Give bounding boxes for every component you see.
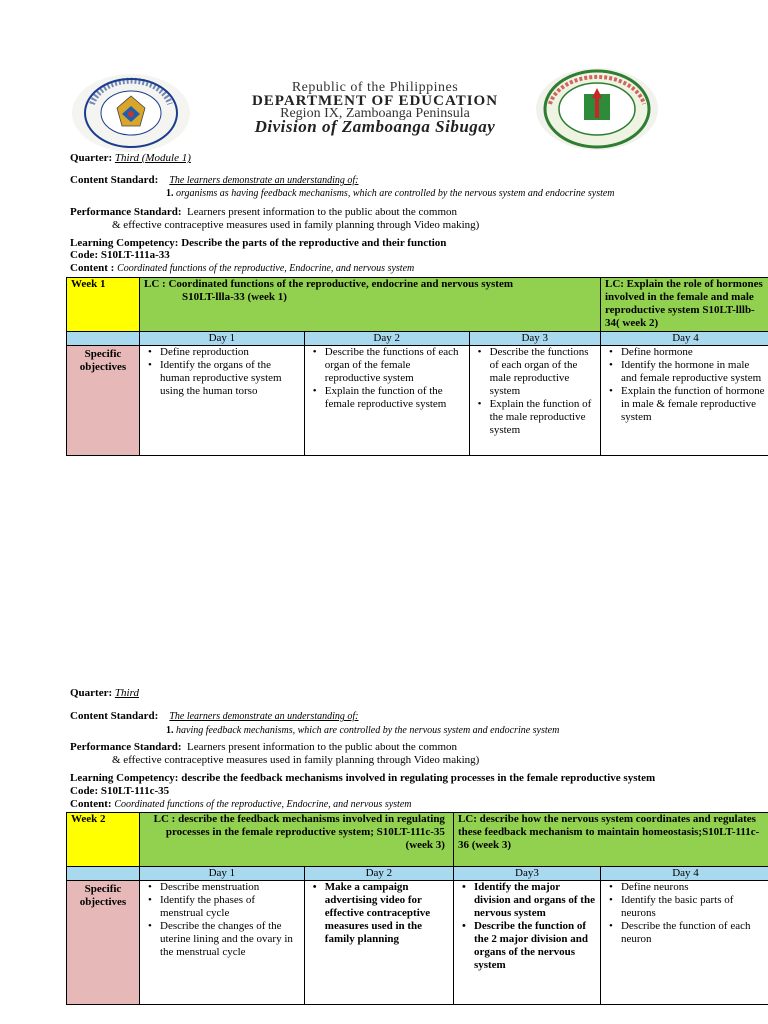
- objective-item: • Define hormone: [621, 346, 766, 359]
- competency-code: Code: S10LT-111a-33: [70, 249, 170, 261]
- header-republic: Republic of the Philippines: [291, 80, 459, 95]
- item-text: having feedback mechanisms, which are controlled by the nervous system and endocrine system: [173, 725, 560, 736]
- week-label: Week 1: [67, 278, 140, 332]
- specific-objectives-label: Specific objectives: [67, 346, 140, 456]
- objective-item: • Explain the function of the female reproductive system: [325, 385, 465, 411]
- objective-item: • Identify the organs of the human reproductive system using the human torso: [160, 359, 300, 398]
- quarter-value: Third (Module 1): [114, 152, 191, 164]
- header-division: Division of Zamboanga Sibugay: [254, 117, 496, 136]
- specific-objectives-label: Specific objectives: [67, 881, 140, 1005]
- objective-item: • Describe the functions of each organ of the female reproductive system: [325, 346, 465, 385]
- quarter-label: Quarter:: [70, 152, 113, 164]
- quarter-label: Quarter:: [70, 687, 113, 699]
- objective-item: • Define neurons: [621, 881, 766, 894]
- lc-text: LC : Coordinated functions of the reproductive, endocrine and nervous system: [144, 278, 514, 290]
- competency-code: Code: S10LT-111c-35: [70, 785, 170, 797]
- day-header: Day 4: [600, 867, 768, 881]
- objective-item: • Describe the changes of the uterine lining and the ovary in the menstrual cycle: [160, 920, 300, 959]
- content-value: Coordinated functions of the reproductive, Endocrine, and nervous system: [117, 263, 415, 274]
- performance-label: Performance Standard:: [70, 206, 182, 218]
- day-header: Day 2: [304, 332, 469, 346]
- content-value: Coordinated functions of the reproductive, Endocrine, and nervous system: [114, 799, 412, 810]
- content-standard-line: [70, 710, 358, 723]
- day-header: Day3: [453, 867, 600, 881]
- week-label: Week 2: [67, 813, 140, 867]
- objective-item: • Identify the phases of menstrual cycle: [160, 894, 300, 920]
- objectives-day4: [600, 881, 768, 1005]
- day-header: Day 4: [600, 332, 768, 346]
- performance-standard-line: [70, 741, 457, 754]
- objective-item: • Define reproduction: [160, 346, 300, 359]
- day-header: Day 2: [304, 867, 453, 881]
- objective-item: • Explain the function of the male reproductive system: [490, 398, 596, 437]
- objective-item: • Describe menstruation: [160, 881, 300, 894]
- content-standard-item: [166, 724, 559, 737]
- performance-text: Learners present information to the public about the common: [187, 206, 458, 218]
- objective-item: • Identify the major division and organs of the nervous system: [474, 881, 596, 920]
- content-standard-intro: The learners demonstrate an understanding of:: [169, 175, 359, 186]
- lc-cell-2: LC: Explain the role of hormones involved in the female and male reproductive system S10LT-lllb-34( week 2): [600, 278, 768, 332]
- item-number: 1.: [166, 188, 174, 199]
- objectives-day2: [304, 881, 453, 1005]
- quarter-line: [70, 687, 139, 700]
- objectives-day1: [140, 881, 305, 1005]
- learning-competency: Learning Competency: describe the feedback mechanisms involved in regulating processes in the female reproductive system: [70, 772, 656, 784]
- objective-item: • Identify the basic parts of neurons: [621, 894, 766, 920]
- performance-text-2: & effective contraceptive measures used in family planning through Video making): [112, 219, 480, 231]
- objectives-day3: [453, 881, 600, 1005]
- content-line: [70, 798, 412, 811]
- quarter-value: Third: [114, 687, 139, 699]
- objective-item: • Explain the function of hormone in male & female reproductive system: [621, 385, 766, 424]
- content-standard-intro: The learners demonstrate an understanding of:: [169, 711, 359, 722]
- objective-item: • Describe the function of the 2 major division and organs of the nervous system: [474, 920, 596, 972]
- lc-cell-1: LC : describe the feedback mechanisms involved in regulating processes in the female reproductive system; S10LT-111c-35 (week 3): [140, 813, 454, 867]
- objective-item: • Identify the hormone in male and female reproductive system: [621, 359, 766, 385]
- learning-competency: Learning Competency: Describe the parts of the reproductive and their function: [70, 237, 447, 249]
- lc-code: S10LT-llla-33 (week 1): [182, 291, 287, 303]
- content-label: Content:: [70, 798, 112, 810]
- performance-text: Learners present information to the public about the common: [187, 741, 458, 753]
- lesson-plan-table: [66, 812, 768, 1005]
- item-number: 1.: [166, 725, 174, 736]
- content-standard-label: Content Standard:: [70, 174, 159, 186]
- header-department: DEPARTMENT OF EDUCATION: [251, 93, 499, 109]
- objective-item: • Describe the functions of each organ of the male reproductive system: [490, 346, 596, 398]
- performance-text-2: & effective contraceptive measures used in family planning through Video making): [112, 754, 480, 766]
- day-header: Day 1: [140, 332, 305, 346]
- day-header: Day 1: [140, 867, 305, 881]
- content-label: Content :: [70, 262, 115, 274]
- day-header: Day 3: [469, 332, 600, 346]
- performance-label: Performance Standard:: [70, 741, 182, 753]
- content-standard-label: Content Standard:: [70, 710, 159, 722]
- header-region: Region IX, Zamboanga Peninsula: [280, 106, 470, 121]
- objective-item: • Describe the function of each neuron: [621, 920, 766, 946]
- objective-item: • Make a campaign advertising video for effective contraceptive measures used in the family planning: [325, 881, 449, 946]
- day-header-blank: [67, 867, 140, 881]
- lc-cell-2: LC: describe how the nervous system coordinates and regulates these feedback mechanism to maintain homeostasis;S10LT-111c-36 (week 3): [453, 813, 768, 867]
- item-text: organisms as having feedback mechanisms, which are controlled by the nervous system and endocrine system: [173, 188, 615, 199]
